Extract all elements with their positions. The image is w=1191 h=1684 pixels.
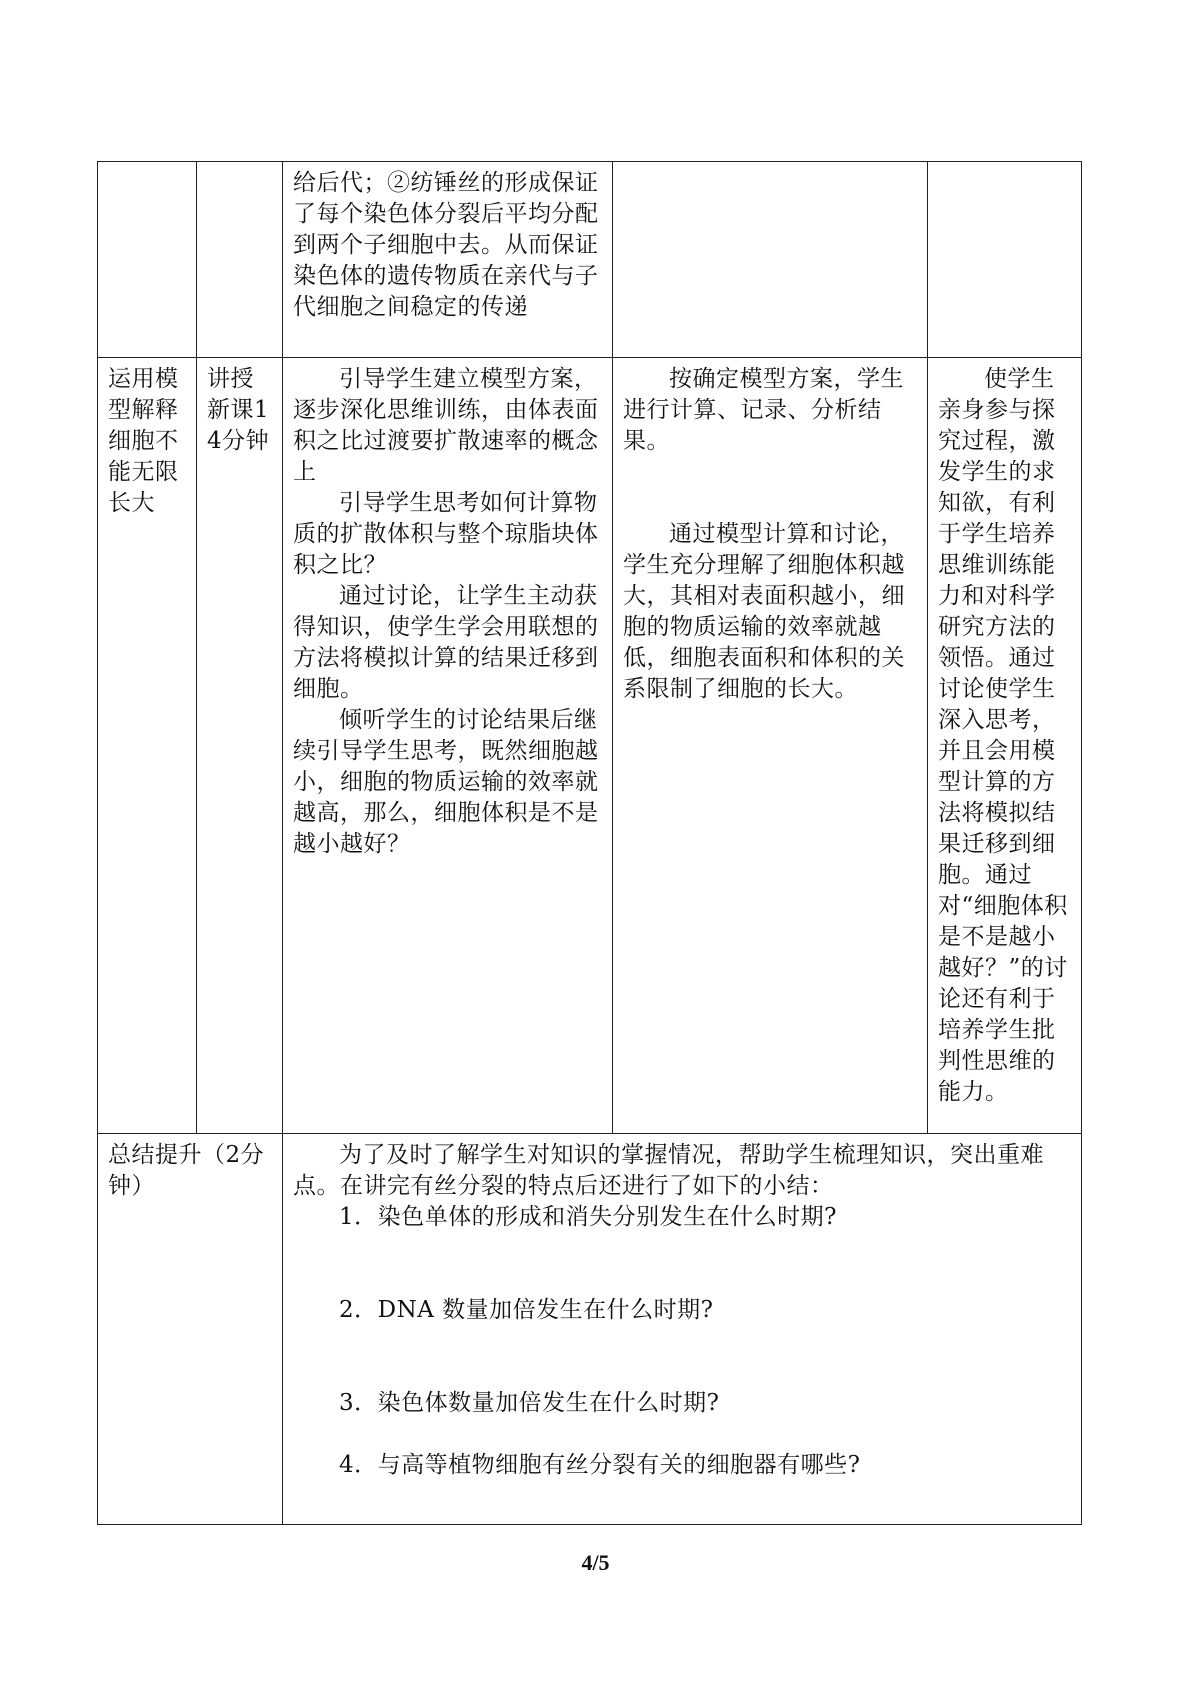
- page-number: 4/5: [581, 1550, 610, 1575]
- table-row-model: [98, 358, 1082, 1134]
- table-row-continuation: [98, 162, 1082, 358]
- answer-space: [293, 1326, 1073, 1388]
- cell-teacher-activity: [283, 358, 613, 1134]
- cell-student-activity: [613, 358, 928, 1134]
- teacher-paragraph: 引导学生思考如何计算物质的扩散体积与整个琼脂块体积之比？: [293, 490, 599, 578]
- student-paragraph: 通过模型计算和讨论，学生充分理解了细胞体积越大，其相对表面积越小，细胞的物质运输的效率就越低，细胞表面积和体积的关系限制了细胞的长大。: [623, 521, 905, 702]
- cell-student-activity: [613, 162, 928, 358]
- table-row-summary: [98, 1134, 1082, 1525]
- teacher-paragraph: 倾听学生的讨论结果后继续引导学生思考，既然细胞越小，细胞的物质运输的效率就越高，那么，细胞体积是不是越小越好？: [293, 707, 599, 857]
- summary-intro: 为了及时了解学生对知识的掌握情况，帮助学生梳理知识，突出重难点。在讲完有丝分裂的特点后还进行了如下的小结：: [293, 1142, 1044, 1199]
- stage-text: 总结提升（2分钟）: [108, 1142, 265, 1199]
- summary-question: 1．染色单体的形成和消失分别发生在什么时期?: [339, 1204, 837, 1230]
- cell-summary-content: [283, 1134, 1082, 1525]
- method-text: 讲授新课14分钟: [207, 366, 270, 454]
- cell-design-intent: [928, 358, 1082, 1134]
- cell-design-intent: [928, 162, 1082, 358]
- teacher-text: 给后代；②纺锤丝的形成保证了每个染色体分裂后平均分配到两个子细胞中去。从而保证染色体的遗传物质在亲代与子代细胞之间稳定的传递: [293, 170, 599, 320]
- lesson-plan-table: [97, 161, 1082, 1525]
- intent-text: 使学生亲身参与探究过程，激发学生的求知欲，有利于学生培养思维训练能力和对科学研究方法的领悟。通过讨论使学生深入思考，并且会用模型计算的方法将模拟结果迁移到细胞。通过对“细胞体积是不是越小越好？”的讨论还有利于培养学生批判性思维的能力。: [938, 366, 1068, 1105]
- student-paragraph: 按确定模型方案，学生进行计算、记录、分析结果。: [623, 366, 904, 454]
- summary-question: 3．染色体数量加倍发生在什么时期?: [339, 1390, 720, 1416]
- paragraph-spacer: [623, 457, 919, 519]
- summary-question: 4．与高等植物细胞有丝分裂有关的细胞器有哪些?: [339, 1452, 861, 1478]
- cell-teacher-activity: [283, 162, 613, 358]
- cell-stage: [98, 1134, 283, 1525]
- stage-text: 运用模型解释细胞不能无限长大: [108, 366, 179, 516]
- answer-space: [293, 1419, 1073, 1450]
- cell-stage: [98, 162, 197, 358]
- answer-space: [293, 1233, 1073, 1295]
- summary-question: 2．DNA 数量加倍发生在什么时期?: [339, 1297, 714, 1323]
- cell-method: [197, 162, 283, 358]
- cell-method: [197, 358, 283, 1134]
- teacher-paragraph: 引导学生建立模型方案，逐步深化思维训练，由体表面积之比过渡要扩散速率的概念上: [293, 366, 599, 485]
- cell-stage: [98, 358, 197, 1134]
- teacher-paragraph: 通过讨论，让学生主动获得知识，使学生学会用联想的方法将模拟计算的结果迁移到细胞。: [293, 583, 599, 702]
